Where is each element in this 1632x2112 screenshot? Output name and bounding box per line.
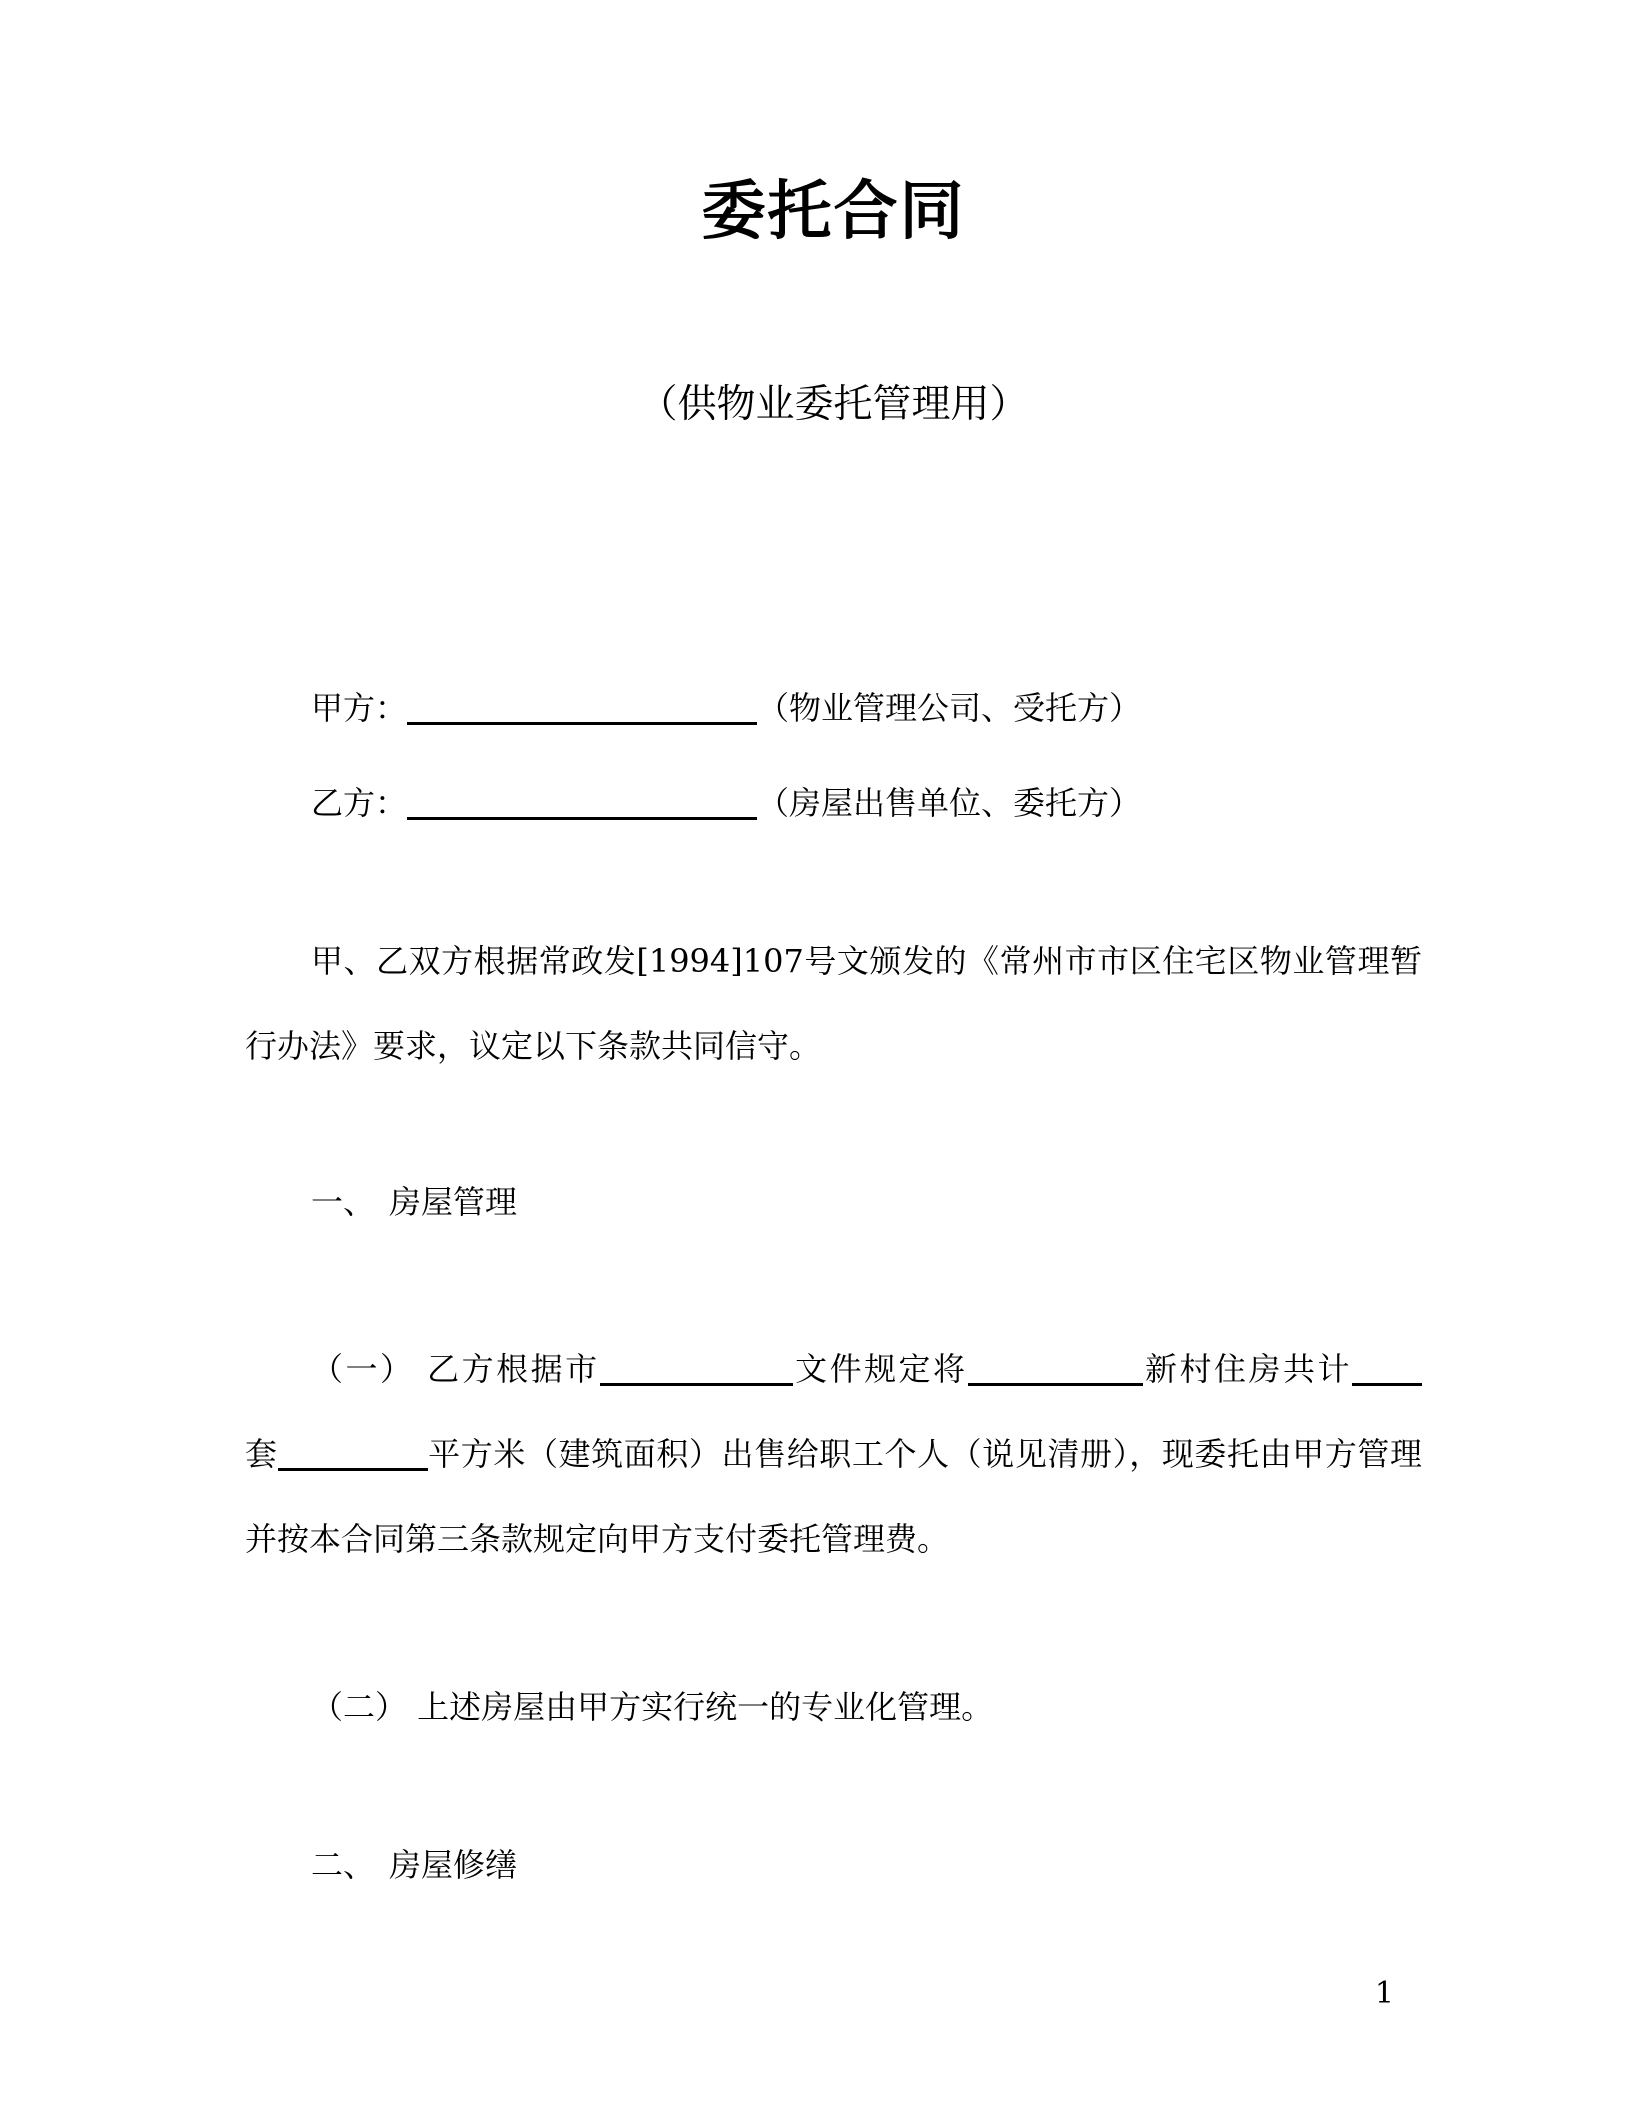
section-1-number: 一、 — [311, 1183, 376, 1222]
clause-1-blank-city-doc — [600, 1352, 793, 1386]
clause-1-paragraph — [245, 1327, 1422, 1582]
clause-1-text-unit: 套 — [245, 1435, 278, 1474]
clause-1-blank-area — [278, 1437, 428, 1471]
clause-1-text-tail: 平方米（建筑面积）出售给职工个人（说见清册），现委托由甲方管理并按本合同第三条款规定向甲方支付委托管理费。 — [245, 1435, 1422, 1559]
clause-1-blank-unit-count — [1352, 1352, 1422, 1386]
document-subtitle: （供物业委托管理用） — [638, 382, 1029, 428]
party-a-label: 甲方： — [311, 689, 408, 728]
clause-1-text-after-blank1: 文件规定将 — [792, 1350, 968, 1389]
party-b-note: （房屋出售单位、委托方） — [757, 784, 1142, 823]
clause-2-paragraph: （二） 上述房屋由甲方实行统一的专业化管理。 — [311, 1688, 994, 1727]
document-title: 委托合同 — [701, 174, 966, 249]
party-a-line — [245, 680, 1422, 736]
party-b-line — [245, 775, 1422, 831]
section-1-title: 房屋管理 — [389, 1183, 518, 1222]
section-heading-1 — [245, 1160, 1422, 1245]
intro-paragraph: 甲、乙双方根据常政发[1994]107号文颁发的《常州市市区住宅区物业管理暂行办法》要求，议定以下条款共同信守。 — [245, 942, 1422, 1066]
page-number: 1 — [1374, 1976, 1394, 2012]
party-a-note: （物业管理公司、受托方） — [757, 689, 1142, 728]
section-2-title: 房屋修缮 — [389, 1846, 518, 1885]
party-a-blank-field — [407, 691, 757, 725]
section-2-number: 二、 — [311, 1846, 376, 1885]
clause-1-blank-estate-name — [968, 1352, 1143, 1386]
section-heading-2 — [245, 1823, 1422, 1908]
party-b-label: 乙方： — [311, 784, 408, 823]
clause-1-text-after-blank2: 新村住房共计 — [1142, 1350, 1352, 1389]
clause-1-unit-group — [245, 1435, 428, 1473]
clause-1-text-intro: （一） 乙方根据市 — [311, 1350, 600, 1389]
party-b-blank-field — [407, 786, 757, 820]
